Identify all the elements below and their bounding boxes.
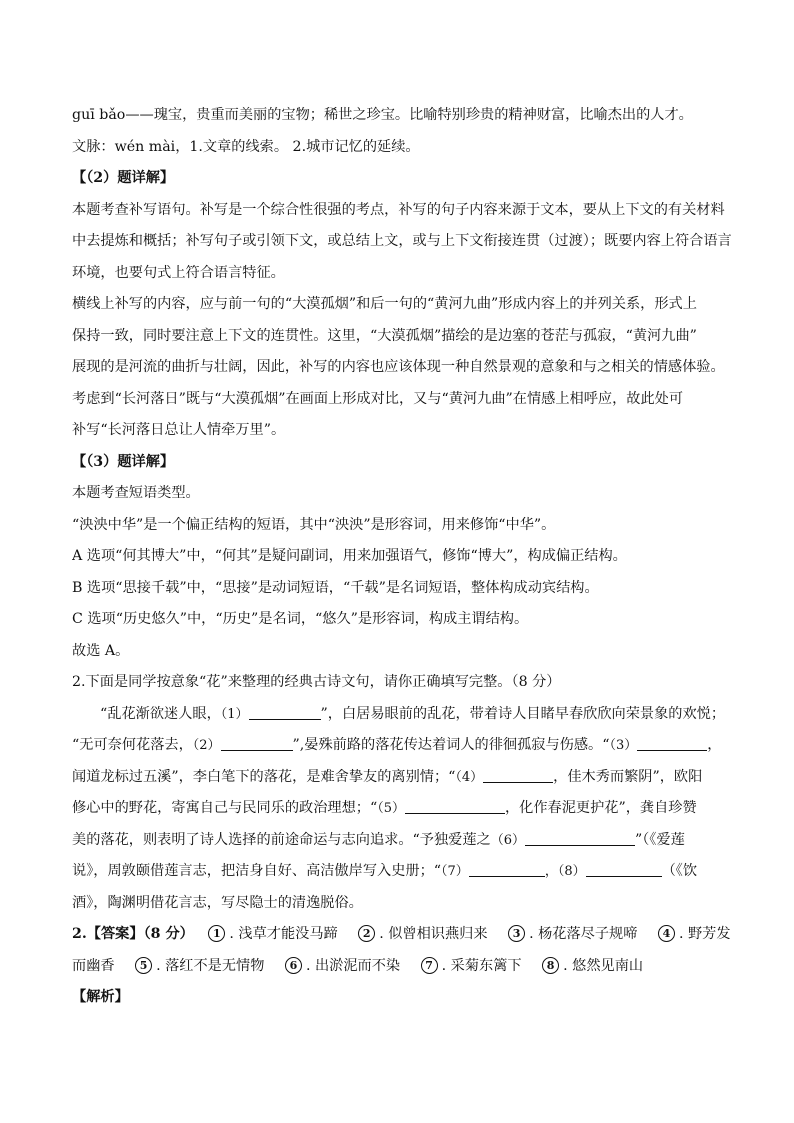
blank-number-1: （1） [220,706,249,722]
document-page [72,100,732,1014]
section-2-paragraph: 展现的是河流的曲折与壮阔，因此，补写的内容也应该体现一种自然景观的意象和与之相关的情感体验。 [72,359,725,375]
question-2-line-4: 修心中的野花，寄寓自己与民同乐的政治理想；“（5） ，化作春泥更护花”，龚自珍赞 [72,793,732,825]
answer-number-7: 7 [421,957,438,974]
blank-number-7: （7） [441,864,469,879]
answer-text-4: . 野芳发 [678,926,731,942]
question-2-line-2: “无可奈何花落去，（2） ”,晏殊前路的落花传达着词人的徘徊孤寂与伤感。“（3） ， [72,730,732,762]
answer-text-4-cont: 而幽香 [72,957,115,974]
blank-3[interactable] [637,732,707,751]
answer-number-3: 3 [508,925,525,942]
blank-number-5: （5） [377,801,405,816]
question-2-line-5: 美的落花，则表明了诗人选择的前途命运与志向追求。“予独爱莲之（6） ”（《爱莲 [72,825,732,857]
question-2-line-3: 闻道龙标过五溪”，李白笔下的落花，是难舍挚友的离别情；“（4） ，佳木秀而繁阴”，欧阳 [72,762,732,794]
blank-2[interactable] [221,732,293,751]
blank-7[interactable] [469,858,545,877]
blank-5[interactable] [405,795,505,814]
section-3-paragraph: 本题考查短语类型。 [72,485,200,501]
answer-number-1: 1 [208,925,225,942]
section-2-paragraph: 中去提炼和概括；补写句子或引领下文，或总结上文，或与上下文衔接连贯（过渡）；既要内容上符合语言 [72,233,732,249]
blank-number-8: ，（8） [544,864,586,879]
section-3-paragraph: A 选项“何其博大”中，“何其”是疑问副词，用来加强语气，修饰“博大”，构成偏正结构。 [72,548,627,564]
answer-number-4: 4 [658,925,675,942]
section-2-paragraph: 考虑到“长河落日”既与“大漠孤烟”在画面上形成对比，又与“黄河九曲”在情感上相呼应，故此处可 [72,390,684,407]
section-2-paragraph: 补写“长河落日总让人情牵万里”。 [72,422,286,438]
question-2-title: 2.下面是同学按意象“花”来整理的经典古诗文句，请你正确填写完整。（8 分） [72,674,561,690]
section-2-heading: 【（2）题详解】 [72,170,175,186]
answer-text-8: . 悠然见南山 [563,957,644,974]
section-2-paragraph: 本题考查补写语句。补写是一个综合性很强的考点，补写的句子内容来源于文本，要从上下文的有关材料 [72,201,725,218]
blank-number-2: （2） [192,738,221,753]
answer-text-7: . 采菊东篱下 [441,957,522,974]
answer-text-3: . 杨花落尽子规啼 [529,926,638,942]
blank-number-6: （6） [490,832,525,848]
section-3-paragraph: B 选项“思接千载”中，“思接”是动词短语，“千载”是名词短语，整体构成动宾结构。 [72,579,599,596]
answer-number-6: 6 [285,957,302,974]
answer-text-2: . 似曾相识燕归来 [379,926,488,942]
answer-number-5: 5 [135,957,152,974]
blank-4[interactable] [483,764,553,783]
answer-text-5: . 落红不是无情物 [156,957,265,974]
section-3-heading: 【（3）题详解】 [72,453,175,470]
answer-label: 2.【答案】（8 分） [72,926,194,942]
section-3-paragraph: 故选 A。 [72,642,130,659]
answer-line-2 [72,951,732,983]
blank-number-3: （3） [609,738,638,753]
definition-guibao: guī bǎo——瑰宝，贵重而美丽的宝物；稀世之珍宝。比喻特别珍贵的精神财富，比喻杰出的人才。 [72,107,693,123]
blank-1[interactable] [249,701,321,720]
answer-number-2: 2 [358,925,375,942]
analysis-heading: 【解析】 [72,989,129,1005]
section-2-paragraph: 横线上补写的内容，应与前一句的“大漠孤烟”和后一句的“黄河九曲”形成内容上的并列关系，形式上 [72,296,697,312]
blank-6[interactable] [525,827,635,846]
answer-text-6: . 出淤泥而不染 [305,957,401,974]
blank-8[interactable] [586,858,662,877]
section-2-paragraph: 环境，也要句式上符合语言特征。 [72,264,285,281]
answer-text-1: . 浅草才能没马蹄 [229,926,338,942]
section-3-paragraph: “泱泱中华”是一个偏正结构的短语，其中“泱泱”是形容词，用来修饰“中华”。 [72,516,556,533]
question-2-line-7: 酒》，陶渊明借花言志，写尽隐士的清逸脱俗。 [72,894,363,911]
section-2-paragraph: 保持一致，同时要注意上下文的连贯性。这里，“大漠孤烟”描绘的是边塞的苍茫与孤寂，“黄河九曲” [72,327,697,344]
blank-number-4: （4） [455,769,484,785]
definition-wenmai: 文脉：wén mài，1.文章的线索。 2.城市记忆的延续。 [72,138,420,155]
question-2-line-1: “乱花渐欲迷人眼，（1） ”，白居易眼前的乱花，带着诗人目睹早春欣欣向荣景象的欢悦； [72,699,732,731]
answer-line-1 [72,919,732,951]
section-3-paragraph: C 选项“历史悠久”中，“历史”是名词，“悠久”是形容词，构成主谓结构。 [72,611,529,627]
question-2-line-6: 说》，周敦颐借莲言志，把洁身自好、高洁傲岸写入史册；“（7） ，（8） （《饮 [72,856,732,888]
answer-number-8: 8 [542,957,559,974]
